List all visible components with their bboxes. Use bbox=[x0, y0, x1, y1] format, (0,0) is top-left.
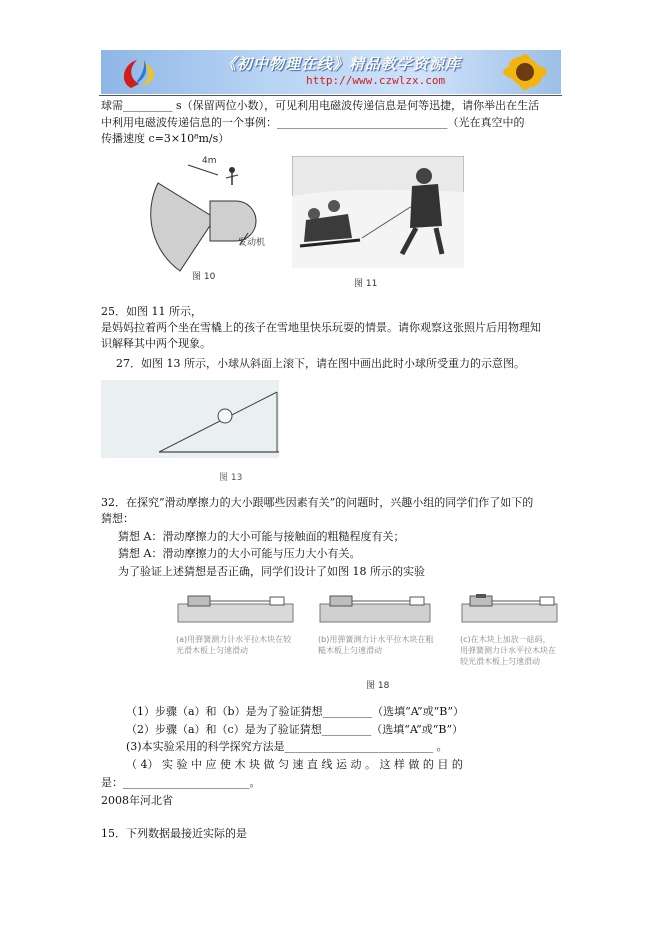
fig18-caption-c: (c)在木块上加放一砝码，用弹簧测力计水平拉木块在较光滑木板上匀速滑动 bbox=[460, 635, 556, 666]
step-4a: （ 4） 实 验 中 应 使 木 块 做 匀 速 直 线 运 动 。 这 样 做 的 目 的 bbox=[126, 758, 463, 771]
text-line-1: 球需_________ s（保留两位小数），可见利用电磁波传递信息是何等迅捷，请你举出在生活 bbox=[101, 99, 540, 112]
fig13-caption: 图 13 bbox=[219, 473, 243, 483]
fig10-distance-label: 4m bbox=[202, 156, 217, 166]
banner-title: 《初中物理在线》精品教学资源库 bbox=[221, 55, 462, 73]
figure-11 bbox=[292, 156, 464, 291]
step-4b: 是：_______________________。 bbox=[101, 776, 261, 789]
section-year: 2008年河北省 bbox=[101, 794, 173, 807]
fig10-engine-label: 发动机 bbox=[238, 238, 266, 248]
header-rule bbox=[99, 95, 562, 96]
guess-a-1: 猜想 A：滑动摩擦力的大小可能与接触面的粗糙程度有关； bbox=[118, 530, 405, 543]
q25-line-2: 是妈妈拉着两个坐在雪橇上的孩子在雪地里快乐玩耍的情景。请你观察这张照片后用物理知 bbox=[101, 321, 541, 334]
fig18-caption-b: (b)用弹簧测力计水平拉木块在粗糙木板上匀速滑动 bbox=[318, 635, 434, 655]
fig11-caption: 图 11 bbox=[354, 279, 378, 289]
step-1: （1）步骤（a）和（b）是为了验证猜想_________（选填“A”或“B”） bbox=[126, 705, 465, 718]
radar-diagram bbox=[140, 153, 280, 283]
fig18-caption-a: (a)用弹簧测力计水平拉木块在较光滑木板上匀速滑动 bbox=[176, 635, 292, 655]
step-3: (3)本实验采用的科学探究方法是___________________________ 。 bbox=[126, 740, 448, 753]
fig10-caption: 图 10 bbox=[192, 272, 216, 282]
verify-line: 为了验证上述猜想是否正确，同学们设计了如图 18 所示的实验 bbox=[118, 565, 425, 578]
figure-10 bbox=[140, 153, 280, 283]
sled-photo bbox=[292, 156, 464, 268]
incline-ball-diagram bbox=[101, 380, 279, 458]
fig18-caption: 图 18 bbox=[366, 681, 390, 691]
q25-line-1: 25．如图 11 所示， bbox=[101, 305, 202, 318]
q27-line: 27．如图 13 所示，小球从斜面上滚下，请在图中画出此时小球所受重力的示意图。 bbox=[116, 357, 525, 370]
guess-a-2: 猜想 A：滑动摩擦力的大小可能与压力大小有关。 bbox=[118, 547, 361, 560]
text-line-3: 传播速度 c=3×10⁸m/s） bbox=[101, 132, 230, 145]
q32-line-1: 32．在探究”滑动摩擦力的大小跟哪些因素有关”的问题时，兴趣小组的同学们作了如下的 bbox=[101, 496, 534, 509]
step-2: （2）步骤（a）和（c）是为了验证猜想_________（选填“A”或“B”） bbox=[126, 723, 464, 736]
text-line-2: 中利用电磁波传递信息的一个事例：_______________________________（光在真空中的 bbox=[101, 116, 525, 129]
sunflower-icon bbox=[495, 52, 555, 92]
q15-line: 15．下列数据最接近实际的是 bbox=[101, 827, 247, 840]
q25-line-3: 识解释其中两个现象。 bbox=[101, 337, 211, 350]
site-logo-icon bbox=[111, 54, 171, 92]
figure-18 bbox=[170, 594, 560, 704]
banner-url[interactable]: http://www.czwlzx.com bbox=[306, 74, 446, 87]
figure-13 bbox=[101, 380, 279, 483]
q32-line-2: 猜想： bbox=[101, 512, 134, 525]
header-banner bbox=[101, 50, 561, 94]
